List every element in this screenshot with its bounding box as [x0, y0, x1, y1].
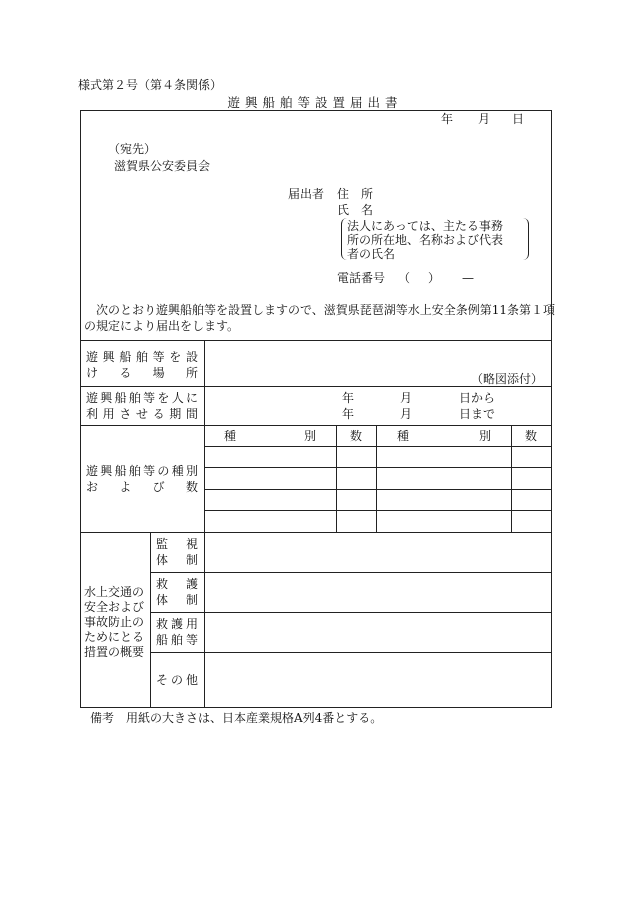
label-char: 興 — [102, 350, 115, 364]
label-char: 救 — [156, 577, 169, 591]
intro-text: 次のとおり遊興船舶等を設置しますので、滋賀県琵琶湖等水上安全条例第11条第１項 — [96, 303, 556, 317]
safety-sub-monitoring — [156, 553, 198, 567]
period-to-month: 月 — [400, 407, 413, 421]
label-char: を — [169, 350, 182, 364]
phone-paren-close: ） — [428, 271, 441, 285]
map-attachment-note: （略図添付） — [471, 372, 544, 386]
safety-label: 措置の概要 — [84, 645, 145, 659]
label-char: び — [152, 480, 165, 494]
table-line — [204, 446, 552, 447]
label-char: る — [119, 366, 132, 380]
table-line — [336, 425, 337, 532]
label-char: 制 — [185, 553, 198, 567]
col-header-type — [397, 429, 491, 443]
label-char: 等 — [152, 350, 165, 364]
address-label: 住 所 — [337, 187, 374, 201]
safety-sub-monitoring — [156, 537, 198, 551]
label-char: 船 — [156, 633, 169, 647]
safety-sub-rescue-vessels — [156, 633, 198, 647]
label-char: さ — [119, 407, 132, 421]
label-char: 船 — [114, 391, 127, 405]
label-char: 間 — [185, 407, 198, 421]
corp-note-line: 所の所在地、名称および代表 — [347, 233, 504, 247]
period-from-year: 年 — [342, 391, 355, 405]
table-line — [80, 386, 552, 387]
safety-label: 事故防止の — [84, 615, 145, 629]
col-header-count: 数 — [525, 429, 538, 443]
form-title: 遊興船舶等設置届出書 — [227, 95, 403, 110]
safety-label: 水上交通の — [84, 585, 145, 599]
period-label — [86, 391, 198, 405]
label-char: 救 — [156, 617, 169, 631]
label-char: 別 — [303, 429, 316, 443]
date-month: 月 — [478, 112, 491, 126]
label-char: 体 — [156, 553, 169, 567]
safety-sub-rescue-vessels — [156, 617, 198, 631]
safety-label: 安全および — [84, 600, 145, 614]
table-line — [511, 425, 512, 532]
table-line — [150, 532, 151, 708]
label-char: 興 — [100, 391, 113, 405]
table-line — [376, 425, 377, 532]
table-line — [150, 652, 552, 653]
label-char: 等 — [143, 391, 156, 405]
period-from-month: 月 — [400, 391, 413, 405]
label-char: そ — [156, 673, 169, 687]
label-char: 用 — [102, 407, 115, 421]
table-line — [150, 572, 552, 573]
label-char: 舶 — [128, 391, 141, 405]
table-line — [80, 425, 552, 426]
period-to-day: 日まで — [459, 407, 496, 421]
period-to-year: 年 — [342, 407, 355, 421]
label-char: け — [86, 366, 99, 380]
table-line — [204, 467, 552, 468]
label-char: 人 — [171, 391, 184, 405]
label-char: 種 — [224, 429, 237, 443]
label-char: 舶 — [128, 464, 141, 478]
label-char: 設 — [185, 350, 198, 364]
table-line — [204, 489, 552, 490]
date-year: 年 — [441, 112, 454, 126]
label-char: 遊 — [86, 391, 99, 405]
label-char: 別 — [185, 464, 198, 478]
label-char: 用 — [185, 617, 198, 631]
label-char: よ — [119, 480, 132, 494]
label-char: 種 — [171, 464, 184, 478]
label-char: 視 — [185, 537, 198, 551]
label-char: に — [185, 391, 198, 405]
label-char: を — [157, 391, 170, 405]
label-char: 制 — [185, 593, 198, 607]
label-char: せ — [135, 407, 148, 421]
safety-sub-other — [156, 673, 198, 687]
form-number-label: 様式第２号（第４条関係） — [78, 78, 223, 92]
types-label — [86, 480, 198, 494]
corp-note-line: 者の氏名 — [347, 247, 396, 261]
footnote: 備考 用紙の大きさは、日本産業規格A列4番とする。 — [90, 711, 383, 725]
label-char: 場 — [152, 366, 165, 380]
notifier-label: 届出者 — [288, 187, 325, 201]
safety-sub-rescue — [156, 577, 198, 591]
label-char: 等 — [143, 464, 156, 478]
label-char: 遊 — [86, 350, 99, 364]
table-line — [150, 612, 552, 613]
label-char: 期 — [169, 407, 182, 421]
name-label: 氏 名 — [337, 203, 374, 217]
label-char: の — [170, 673, 183, 687]
intro-text: の規定により届出をします。 — [84, 319, 240, 333]
corp-note-line: 法人にあっては、主たる事務 — [347, 219, 503, 233]
label-char: 興 — [100, 464, 113, 478]
period-from-day: 日から — [459, 391, 496, 405]
label-char: 体 — [156, 593, 169, 607]
label-char: の — [157, 464, 170, 478]
label-char: 遊 — [86, 464, 99, 478]
label-char: 所 — [185, 366, 198, 380]
col-header-type — [224, 429, 316, 443]
label-char: 護 — [170, 617, 183, 631]
table-line — [204, 510, 552, 511]
label-char: 護 — [185, 577, 198, 591]
location-label — [86, 366, 198, 380]
label-char: 種 — [397, 429, 410, 443]
addressee-prefix: （宛先） — [108, 142, 157, 156]
safety-label: ためにとる — [84, 630, 145, 644]
label-char: 別 — [478, 429, 491, 443]
location-label — [86, 350, 198, 364]
period-label — [86, 407, 198, 421]
label-char: 数 — [185, 480, 198, 494]
label-char: 船 — [119, 350, 132, 364]
safety-sub-rescue — [156, 593, 198, 607]
addressee-name: 滋賀県公安委員会 — [114, 159, 211, 173]
phone-dash: — — [462, 271, 474, 285]
label-char: お — [86, 480, 99, 494]
label-char: 舶 — [170, 633, 183, 647]
types-label — [86, 464, 198, 478]
phone-label: 電話番号 — [337, 271, 386, 285]
label-char: 利 — [86, 407, 99, 421]
label-char: 舶 — [135, 350, 148, 364]
label-char: 監 — [156, 537, 169, 551]
date-day: 日 — [512, 112, 525, 126]
label-char: 等 — [185, 633, 198, 647]
label-char: 他 — [185, 673, 198, 687]
col-header-count: 数 — [350, 429, 363, 443]
phone-paren-open: （ — [398, 271, 411, 285]
table-line — [80, 340, 552, 341]
label-char: 船 — [114, 464, 127, 478]
label-char: る — [152, 407, 165, 421]
